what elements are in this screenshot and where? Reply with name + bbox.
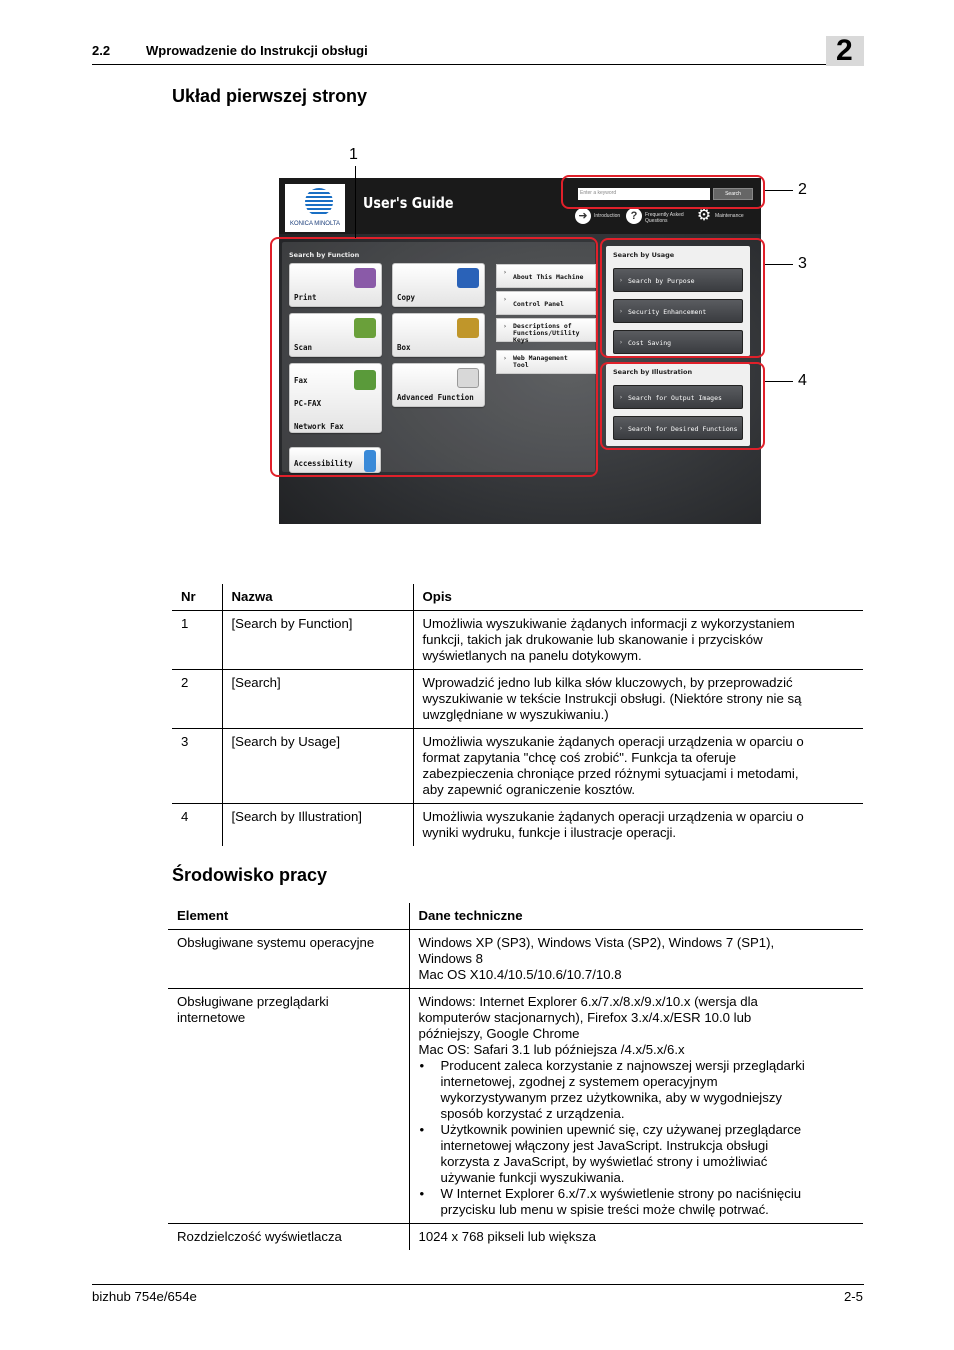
footer-page-number: 2-5 (843, 1289, 863, 1304)
layout-description-table (172, 584, 863, 846)
element-cell (168, 930, 409, 989)
element-line: internetowe (177, 1010, 246, 1025)
col-name: Nazwa (222, 584, 413, 611)
cost-saving-button[interactable]: › Cost Saving (613, 330, 743, 354)
callout-3: 3 (798, 255, 807, 272)
print-label: Print (294, 293, 317, 302)
search-by-function-heading: Search by Function (289, 251, 360, 259)
header-rule (92, 64, 864, 65)
description-line: funkcji, takich jak drukowanie lub skanowanie i przycisków (422, 632, 763, 647)
row-description (413, 670, 863, 729)
faq-question-icon[interactable]: ? (626, 208, 642, 224)
table-header-row (168, 903, 863, 930)
list-item (419, 1058, 855, 1122)
callout-line-3 (765, 264, 793, 265)
search-by-illustration-heading: Search by Illustration (613, 368, 693, 376)
advanced-function-label: Advanced Function (397, 393, 474, 402)
callout-box-4 (600, 362, 765, 450)
element-line: Obsługiwane systemu operacyjne (177, 935, 375, 950)
bullet-line: • Producent zaleca korzystanie z najnowszej wersji przeglądarki (440, 1058, 805, 1073)
about-this-machine-button[interactable]: › About This Machine (496, 264, 596, 288)
bullet-line: wykorzystywanym przez użytkownika, aby w wygodniejszy (440, 1090, 783, 1105)
specs-line: 1024 x 768 pikseli lub większa (418, 1229, 596, 1244)
row-description (413, 729, 863, 804)
bullet-line: • Użytkownik powinien upewnić się, czy używanej przeglądarce (440, 1122, 802, 1137)
faq-line1: Frequently Asked (645, 212, 684, 218)
element-line: Rozdzielczość wyświetlacza (177, 1229, 342, 1244)
row-name: [Search by Usage] (222, 729, 413, 804)
description-line: aby zapewnić ograniczenie kosztów. (422, 782, 636, 797)
accessibility-label: Accessibility (294, 459, 353, 468)
col-specs: Dane techniczne (409, 903, 863, 930)
table-row (172, 729, 863, 804)
descriptions-line2: Functions/Utility Keys (513, 329, 580, 344)
col-desc: Opis (413, 584, 863, 611)
description-line: format zapytania "chcę coś zrobić". Funkcja ta oferuje (422, 750, 737, 765)
environment-heading: Środowisko pracy (172, 865, 328, 885)
list-item (419, 1122, 855, 1186)
section-number: 2.2 (92, 43, 111, 58)
faq-line2: Questions (645, 218, 668, 224)
table-row (172, 611, 863, 670)
callout-line-4 (765, 381, 793, 382)
bullet-line: używanie funkcji wyszukiwania. (440, 1170, 625, 1185)
web-management-line2: Tool (513, 361, 529, 369)
search-button[interactable]: Search (713, 188, 753, 200)
specs-line: Mac OS X10.4/10.5/10.6/10.7/10.8 (418, 967, 622, 982)
bullet-line: korzysta z JavaScript, by wyświetlać strony i umożliwiać (440, 1154, 768, 1169)
fax-label: Fax (294, 376, 308, 385)
keyword-search-input[interactable]: Enter a keyword (578, 188, 710, 200)
specs-line: Windows 8 (418, 951, 483, 966)
row-number: 1 (172, 611, 222, 670)
box-label: Box (397, 343, 411, 352)
row-description (413, 804, 863, 847)
search-desired-functions-button[interactable]: › Search for Desired Functions (613, 416, 743, 440)
element-cell (168, 1224, 409, 1251)
pcfax-label: PC-FAX (294, 399, 322, 408)
description-line: zabezpieczenia chroniące przed różnymi sytuacjami i metodami, (422, 766, 799, 781)
col-element: Element (168, 903, 409, 930)
descriptions-line1: › Descriptions of (513, 322, 572, 330)
security-enhancement-button[interactable]: › Security Enhancement (613, 299, 743, 323)
layout-heading: Układ pierwszej strony (172, 86, 368, 106)
callout-line-1 (355, 166, 356, 238)
specs-line: Windows: Internet Explorer 6.x/7.x/8.x/9.x/10.x (wersja dla (418, 994, 758, 1009)
bullet-line: internetowej włączony jest JavaScript. Instrukcja obsługi (440, 1138, 769, 1153)
specs-line: Windows XP (SP3), Windows Vista (SP2), Windows 7 (SP1), (418, 935, 775, 950)
row-number: 4 (181, 809, 189, 824)
specs-bullet-list (419, 1058, 855, 1218)
table-row (168, 989, 863, 1224)
description-line: wyszukiwanie w tekście Instrukcji obsługi. (Niektóre strony nie są (422, 691, 802, 706)
specs-line: komputerów stacjonarnych), Firefox 3.x/4.x/ESR 10.0 lub (418, 1010, 752, 1025)
bullet-line: • W Internet Explorer 6.x/7.x wyświetlenie strony po naciśnięciu (440, 1186, 802, 1201)
web-management-line1: › Web Management (513, 354, 568, 362)
description-line: Umożliwia wyszukanie żądanych operacji urządzenia w oparciu o (422, 809, 804, 824)
footer-rule (92, 1284, 864, 1285)
table-row (172, 804, 863, 847)
specs-cell (409, 930, 863, 989)
row-number: 2 (172, 670, 222, 729)
element-line: Obsługiwane przeglądarki (177, 994, 329, 1009)
konica-minolta-logo (285, 184, 345, 232)
users-guide-title: User's Guide (363, 194, 454, 212)
maintenance-link[interactable]: Maintenance (715, 213, 744, 219)
section-title: Wprowadzenie do Instrukcji obsługi (146, 43, 368, 58)
table-header-row (172, 584, 863, 611)
row-name: [Search by Illustration] (222, 804, 413, 847)
bullet-line: przycisku lub menu w spisie treści może chwilę potrwać. (440, 1202, 769, 1217)
introduction-link[interactable]: Introduction (594, 213, 621, 219)
callout-4: 4 (798, 372, 807, 389)
row-name: [Search] (222, 670, 413, 729)
list-item (419, 1186, 855, 1218)
search-output-images-button[interactable]: › Search for Output Images (613, 385, 743, 409)
network-fax-label: Network Fax (294, 422, 344, 431)
copy-label: Copy (397, 293, 416, 302)
introduction-arrow-icon[interactable]: ➜ (575, 208, 591, 224)
description-line: Umożliwia wyszukanie żądanych operacji urządzenia w oparciu o (422, 734, 804, 749)
callout-box-3 (600, 238, 765, 358)
description-line: wyniki wydruku, funkcje i ilustracje operacji. (422, 825, 677, 840)
specs-cell (409, 989, 863, 1224)
bullet-line: internetowej, zgodnej z systemem operacyjnym (440, 1074, 718, 1089)
callout-2: 2 (798, 181, 807, 198)
table-row (168, 1224, 863, 1251)
row-description (413, 611, 863, 670)
logo-globe-icon (305, 188, 333, 216)
scan-label: Scan (294, 343, 313, 352)
table-row (172, 670, 863, 729)
specs-cell (409, 1224, 863, 1251)
col-nr: Nr (172, 584, 222, 611)
description-line: Wprowadzić jedno lub kilka słów kluczowych, by przeprowadzić (422, 675, 793, 690)
row-name: [Search by Function] (222, 611, 413, 670)
callout-box-2 (561, 175, 765, 209)
description-line: wyświetlanych na panelu dotykowym. (422, 648, 642, 663)
bullet-line: sposób korzystać z urządzenia. (440, 1106, 625, 1121)
environment-table (168, 903, 863, 1250)
description-line: uwzględniane w wyszukiwaniu.) (422, 707, 609, 722)
logo-text: KONICA MINOLTA (289, 221, 341, 227)
callout-line-2 (765, 190, 793, 191)
table-row (168, 930, 863, 989)
callout-1: 1 (349, 146, 358, 163)
search-by-purpose-button[interactable]: › Search by Purpose (613, 268, 743, 292)
control-panel-button[interactable]: › Control Panel (496, 291, 596, 315)
callout-box-1 (270, 237, 598, 477)
footer-model: bizhub 754e/654e (92, 1289, 197, 1304)
description-line: Umożliwia wyszukiwanie żądanych informacji z wykorzystaniem (422, 616, 795, 631)
search-by-usage-heading: Search by Usage (613, 251, 675, 259)
specs-line: Mac OS: Safari 3.1 lub późniejsza /4.x/5.x/6.x (418, 1042, 685, 1057)
maintenance-gear-icon[interactable]: ⚙ (696, 207, 712, 224)
chapter-number: 2 (836, 34, 853, 67)
row-number: 3 (172, 729, 222, 804)
faq-link[interactable] (645, 212, 684, 224)
element-cell (168, 989, 409, 1224)
specs-line: późniejszy, Google Chrome (418, 1026, 580, 1041)
